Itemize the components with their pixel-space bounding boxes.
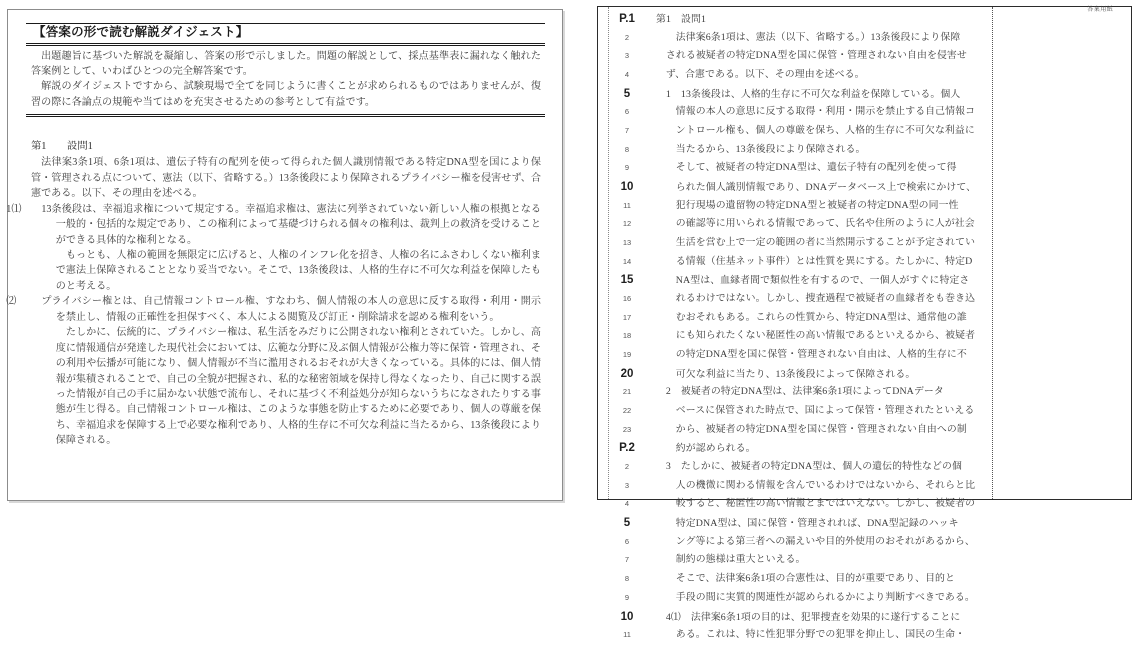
answer-sheet-line-text: れるわけではない。しかし、捜査過程で被疑者の血縁者をも巻き込 [675,293,976,305]
answer-sheet-line [598,218,992,237]
answer-sheet-line-text: そこで、法律案6条1項の合憲性は、目的が重要であり、目的と [675,573,956,585]
answer-sheet-line-number: 22 [622,406,632,416]
answer-sheet-line [598,162,992,181]
answer-sheet-line [598,237,992,256]
answer-sheet-line-text: ある。これは、特に性犯罪分野での犯罪を抑止し、国民の生命・ [675,629,966,641]
answer-sheet-line [598,293,992,312]
answer-sheet-line [598,480,992,499]
answer-sheet-line-text: 2 被疑者の特定DNA型は、法律案6条1項によってDNAデータ [665,386,944,398]
answer-sheet-line-number: 3 [624,480,630,490]
answer-sheet-line [598,181,992,200]
answer-sheet-line-text: 較すると、秘匿性の高い情報とまではいえない。しかし、被疑者の [675,498,976,510]
answer-sheet-line-number: 11 [623,200,631,210]
answer-sheet-line-number: 9 [624,592,630,602]
answer-sheet-line [598,88,992,107]
answer-sheet-line-number: 16 [622,294,632,304]
answer-sheet-line [598,442,992,461]
answer-sheet-line-text: 当たるから、13条後段により保障される。 [675,143,866,155]
answer-sheet-line-number: 20 [620,367,634,380]
answer-sheet-line-number: 11 [623,630,631,640]
answer-sheet-line-text: 情報の本人の意思に反する取得・利用・開示を禁止する自己情報コ [675,106,976,118]
answer-sheet-line-number: 21 [622,387,632,397]
answer-sheet-line-number: 4 [624,70,630,80]
answer-sheet-line [598,13,992,32]
answer-sheet-line [598,125,992,144]
answer-sheet-line-number: 17 [622,312,632,322]
answer-sheet-line-text: 犯行現場の遺留物の特定DNA型と被疑者の特定DNA型の同一性 [675,199,959,211]
answer-sheet-grid [598,7,1131,641]
answer-sheet-line-number: 7 [624,555,630,565]
answer-sheet-line-text: の確認等に用いられる情報であって、氏名や住所のように人が社会 [675,218,975,230]
numbered-item: 1⑴ 13条後段は、幸福追求権について規定する。幸福追求権は、憲法に列挙されていない新しい人権の根拠となる一般的・包括的な規定であり、この権利によって基礎づけられる個々の権利は、裁判上の救済を受けることができる具体的な権利となる。 [6,203,542,246]
section-heading [31,139,541,154]
answer-sheet-line [598,50,992,69]
right-page-answer-sheet [597,6,1132,641]
digest-callout-box [26,23,545,117]
answer-sheet-line [598,106,992,125]
answer-sheet-line-text: される被疑者の特定DNA型を国に保管・管理されない自由を侵害せ [665,50,967,62]
answer-sheet-line-number: 23 [622,424,632,434]
answer-sheet-line-number: 8 [624,574,630,584]
section-heading-title: 設問1 [67,140,93,152]
answer-sheet-line-text: から、被疑者の特定DNA型を国に保管・管理されない自由への制 [675,423,967,435]
answer-sheet-line-text: る情報（住基ネット事件）とは性質を異にする。たしかに、特定D [675,255,973,267]
answer-sheet-line [598,629,992,648]
answer-sheet-line-number: 19 [622,350,632,360]
answer-sheet-line [598,554,992,573]
answer-sheet-line-text: ング等による第三者への漏えいや目的外使用のおそれがあるから、 [675,535,975,547]
answer-sheet-line [598,386,992,405]
answer-sheet-line-number: 13 [622,238,632,248]
numbered-item-subparagraph: たしかに、伝統的に、プライバシー権は、私生活をみだりに公開されない権利とされていた。しかし、高度に情報通信が発達した現代社会においては、広範な分野に及ぶ個人情報が公権力等に保管・管理され、その利用や伝播が可能になり、個人情報が不当に濫用されるおそれが大きくなっている。具体的には、個人情報が集積されることで、自己の全貌が把握され、私的な秘密領域を保持し得なくなったり、自己に関する誤った情報が自己の手に届かない状態で流布し、それに基づく不利益処分が知らないうちになされたりする事態が生じ得る。自己情報コントロール権は、このような事態を防止するために必要であり、個人の尊厳を保ち、幸福追求を保障する上で必要な権利であり、人格的生存に不可欠な利益に当たるから、13条後段により保障される。 [55,327,541,447]
answer-sheet-line [598,274,992,293]
answer-sheet-line-text: 第1 設問1 [656,14,706,25]
numbered-item-text: 13条後段は、幸福追求権について規定する。幸福追求権は、憲法に列挙されていない新しい人権の根拠となる一般的・包括的な規定であり、この権利によって基礎づけられる個々の権利は、裁判上の救済を受けることができる具体的な権利となる。 [41,203,542,246]
answer-sheet-line-text: 約が認められる。 [675,443,756,455]
answer-sheet-line-text: ず、合憲である。以下、その理由を述べる。 [665,69,865,81]
answer-sheet-line-text: 生活を営む上で一定の範囲の者に当然開示することが予定されてい [675,237,976,249]
digest-body [26,46,545,110]
answer-sheet-line [598,256,992,275]
answer-sheet-line-text: 可欠な利益に当たり、13条後段によって保障される。 [675,368,916,380]
answer-sheet-line [598,330,992,349]
digest-title: 【答案の形で読む解説ダイジェスト】 [26,24,545,46]
answer-sheet-line-text: の特定DNA型を国に保管・管理されない自由は、人格的生存に不 [675,349,967,361]
answer-sheet-right-column [993,7,1131,499]
answer-sheet-line-text: ントロール権も、個人の尊厳を保ち、人格的生存に不可欠な利益に [675,125,975,137]
answer-sheet-line [598,461,992,480]
answer-sheet-line-text: 法律案6条1項は、憲法（以下、省略する。）13条後段により保障 [675,31,961,43]
left-page-content [8,10,562,449]
answer-sheet-line-text: そして、被疑者の特定DNA型は、遺伝子特有の配列を使って得 [675,162,957,174]
digest-paragraph: 出題趣旨に基づいた解説を凝縮し、答案の形で示しました。問題の解説として、採点基準表に漏れなく触れた答案例として、いわばひとつの完全解答案です。 [31,50,541,77]
answer-sheet-line-text: ベースに保管された時点で、国によって保管・管理されたといえる [675,405,975,417]
answer-section [6,139,545,449]
answer-sheet-line-number: 10 [620,610,634,623]
answer-sheet-stamp: 答案用紙 [1087,7,1113,13]
answer-sheet-line-number: 6 [624,107,630,117]
answer-sheet-line [598,536,992,555]
answer-sheet-line-number: 3 [624,51,630,61]
answer-sheet-line [598,498,992,517]
answer-sheet-line-number: 15 [620,274,634,287]
answer-sheet-line [598,424,992,443]
answer-sheet-line-number: 5 [623,87,631,100]
answer-sheet-line-number: 2 [624,462,630,472]
answer-sheet-line-text: にも知られたくない秘匿性の高い情報であるといえるから、被疑者 [675,330,976,342]
answer-sheet-line [598,200,992,219]
answer-sheet-line [598,573,992,592]
answer-sheet-line [598,405,992,424]
answer-sheet-line-number: 9 [624,163,630,173]
answer-sheet-line [598,69,992,88]
answer-sheet-line-number: 6 [624,536,630,546]
answer-sheet-line-number: 8 [624,144,630,154]
answer-sheet-line [598,592,992,611]
answer-sheet-line-number: 2 [624,32,630,42]
numbered-item-subparagraph: もっとも、人権の範囲を無限定に広げると、人権のインフレ化を招き、人権の名にふさわしくない権利まで憲法上保障されることとなり妥当でない。そこで、13条後段は、人格的生存に不可欠な利益を保障したものと考える。 [55,250,541,292]
answer-sheet-line [598,517,992,536]
numbered-item: ⑵ プライバシー権とは、自己情報コントロール権、すなわち、個人情報の本人の意思に反する取得・利用・開示を禁止し、情報の正確性を担保すべく、本人による閲覧及び訂正・削除請求を認める権利をいう。 [6,296,542,323]
answer-sheet-lines [598,13,992,648]
answer-sheet-line-text: 手段の間に実質的関連性が認められるかにより判断すべきである。 [675,591,975,603]
answer-sheet-line-text: 人の機微に関わる情報を含んでいるわけではないから、それらと比 [675,479,976,491]
answer-sheet-line-text: 3 たしかに、被疑者の特定DNA型は、個人の遺伝的特性などの個 [665,461,962,473]
answer-sheet-line [598,144,992,163]
answer-sheet-line-number: 4 [624,499,630,509]
answer-sheet-line-text: むおそれもある。これらの性質から、特定DNA型は、通常他の誰 [675,311,967,323]
answer-sheet-line [598,349,992,368]
answer-sheet-line [598,611,992,630]
answer-sheet-line-text: 1 13条後段は、人格的生存に不可欠な利益を保障している。個人 [665,88,961,100]
answer-sheet-line-number: 7 [624,126,630,136]
numbered-item-text: プライバシー権とは、自己情報コントロール権、すなわち、個人情報の本人の意思に反する取得・利用・開示を禁止し、情報の正確性を担保すべく、本人による閲覧及び訂正・削除請求を認める権利をいう。 [41,296,542,323]
section-lead-paragraph: 法律案3条1項、6条1項は、遺伝子特有の配列を使って得られた個人識別情報である特定DNA型を国により保管・管理される点について、憲法（以下、省略する。）13条後段により保障されるプライバシー権を侵害せず、合憲である。以下、その理由を述べる。 [31,157,541,200]
digest-paragraph: 解説のダイジェストですから、試験現場で全てを同じように書くことが求められるものではありませんが、復習の際に各論点の規範や当てはめを充実させるための参考として有益です。 [31,81,541,108]
answer-sheet-line-number: 12 [622,219,632,229]
answer-sheet-line-text: NA型は、血縁者間で類似性を有するので、一個人がすぐに特定さ [675,275,970,287]
answer-sheet-line-number: 10 [620,181,634,194]
answer-sheet-line-text: られた個人識別情報であり、DNAデータベース上で検索にかけて、 [675,182,977,194]
answer-sheet-line-text: 4⑴ 法律案6条1項の目的は、犯罪捜査を効果的に遂行することに [665,611,961,623]
answer-sheet-line-number: 5 [623,517,631,530]
left-page [7,9,563,501]
answer-sheet-line-number: 18 [622,331,632,341]
answer-sheet-line [598,312,992,331]
answer-sheet-line-number: P.1 [619,13,635,25]
answer-sheet-line-text: 特定DNA型は、国に保管・管理されれば、DNA型記録のハッキ [675,518,959,530]
section-heading-number: 第1 [31,140,47,152]
answer-sheet-line-number: 14 [622,256,632,266]
answer-sheet-line [598,368,992,387]
answer-sheet-line-text: 制約の態様は重大といえる。 [675,554,806,566]
answer-sheet-line [598,32,992,51]
answer-sheet-line-number: P.2 [619,442,635,455]
